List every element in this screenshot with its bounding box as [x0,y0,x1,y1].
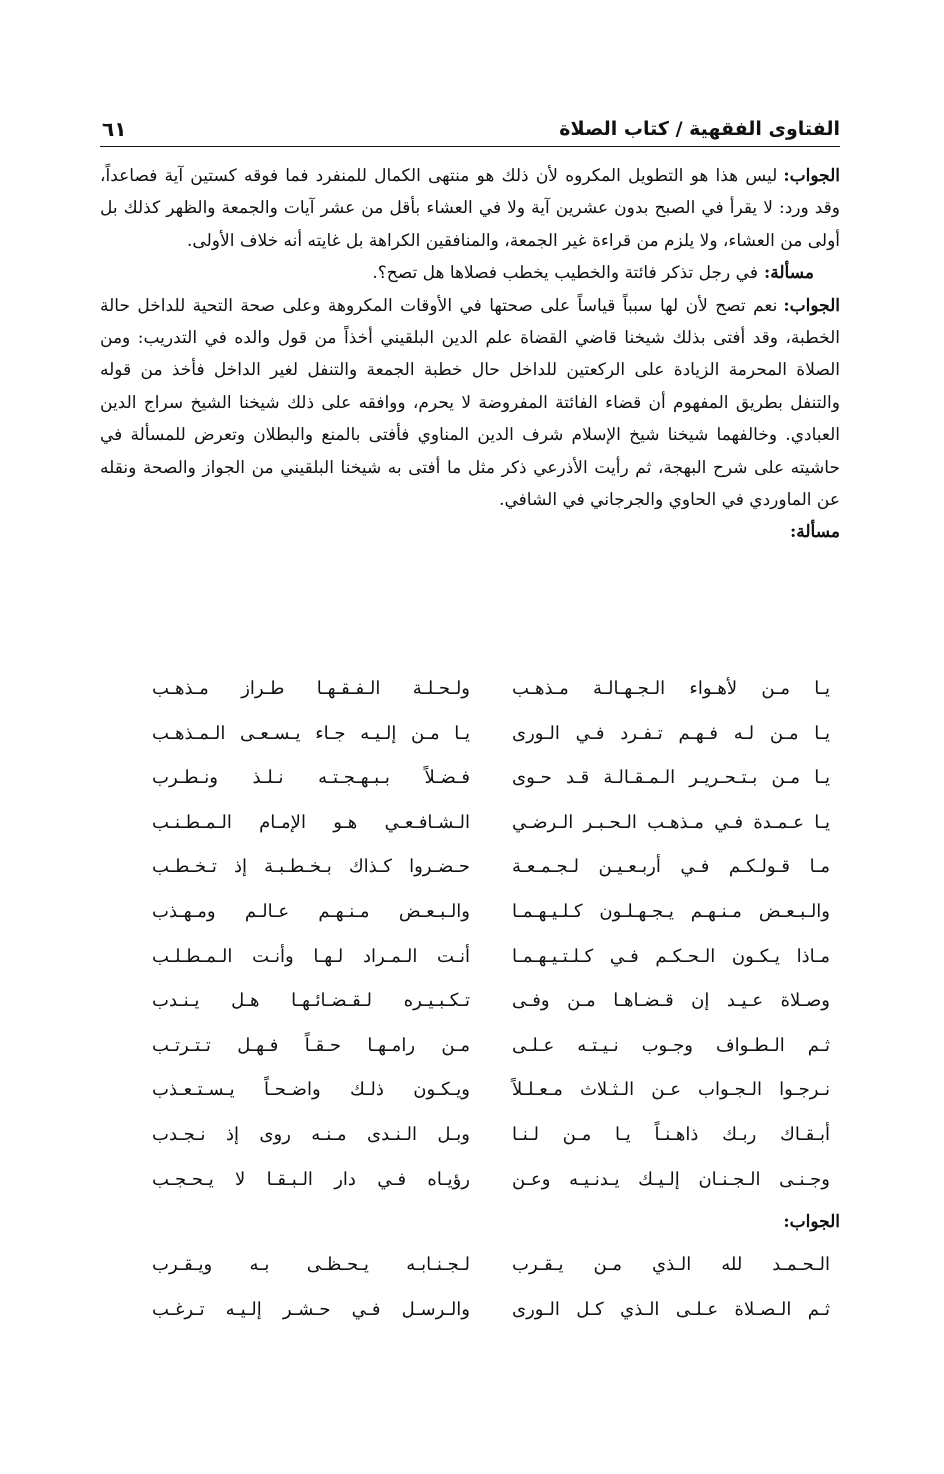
verse-line [100,1163,840,1208]
body-text [100,160,840,548]
header-rule [100,146,840,147]
verse-line [100,1293,840,1338]
first-hemistich: نـرجـوا الـجـواب عـن الـثـلاث مـعـلـلاً [512,1079,830,1101]
answer-heading: الجواب: [783,1212,840,1232]
verse-line [100,940,840,985]
second-hemistich: مـن رامـهـا حـقـاً فـهـل تـتـرتـب [152,1034,470,1056]
second-hemistich: تـكـبـيـره لـقـضـائـهـا هـل يـنـدب [152,990,470,1012]
running-header [100,114,840,148]
second-hemistich: ولـحـلـة الـفـقـهـا طـراز مـذهـب [152,678,470,699]
verse-line [100,984,840,1029]
first-hemistich: الـحـمـد لله الـذي مـن يـقـرب [512,1254,830,1275]
question-paragraph-text: في رجل تذكر فائتة والخطيب يخطب فصلاها هل تصح؟. [372,263,758,284]
verse-line [100,717,840,762]
verse-line [100,1073,840,1118]
second-hemistich: ويـكـون ذلـك واضـحـاً يـسـتـعـذب [152,1079,470,1101]
second-hemistich: وبـل الـنـدى مـنـه روى إذ نـجـدب [152,1123,470,1145]
verse-line [100,806,840,851]
second-hemistich: يـا مـن إلـيـه جـاء يـسـعـى الـمـذهـب [152,722,470,744]
first-hemistich: وجـنـى الـجـنـان إلـيـك يـدنـيـه وعـن [512,1168,830,1190]
answer-lead-label: الجواب: [783,295,840,316]
verse-line [100,1029,840,1074]
verse-line [100,895,840,940]
verse-line [100,672,840,717]
first-hemistich: يـا عـمـدة فـي مـذهـب الـحـبـر الـرضـي [512,811,830,833]
first-hemistich: مـا قـولـكـم فـي أربـعـيـن لـجـمـعـة [512,856,830,878]
first-hemistich: يـا مـن لأهـواء الـجـهـالـة مـذهـب [512,678,830,699]
question-paragraph [100,257,840,289]
first-hemistich: يـا مـن لـه فـهـم تـفـرد فـي الـورى [512,722,830,744]
second-hemistich: لـجـنـابـه يـحـظـى بـه ويـقـرب [152,1254,470,1275]
second-hemistich: الـشـافـعـي هـو الإمـام الـمـطـنـب [152,811,470,833]
verse-line [100,1248,840,1293]
answer-paragraph-1 [100,160,840,257]
first-hemistich: مـاذا يـكـون الـحـكـم فـي كـلـتـيـهـمـا [512,945,830,967]
answer-lead-label: الجواب: [783,166,840,186]
second-hemistich: حـضـروا كـذاك بـخـطـبـة إذ تـخـطـب [152,856,470,878]
first-hemistich: يـا مـن بـتـحـريـر الـمـقـالـة قـد حـوى [512,767,830,789]
second-hemistich: فـضـلاً بـبـهـجـتـه نـلـذ ونـطـرب [152,767,470,789]
answer-paragraph-1-text: ليس هذا هو التطويل المكروه لأن ذلك هو منتهى الكمال للمنفرد فما فوقه كستين آية فصاعداً، وقد ورد: لا يقرأ في الصبح بدون عشرين آية ولا في العشاء بأقل من عشر آيات والجمعة والظهر كذلك بل أولى من العشاء، ولا يلزم من قراءة غير الجمعة، والمنافقين الكراهة بل غايته أنه خلاف الأولى. [100,166,840,251]
second-hemistich: والـبـعـض مـنـهـم عـالـم ومـهـذب [152,900,470,922]
verse-line [100,850,840,895]
first-hemistich: أبـقـاك ربـك ذاهـنـاً يـا مـن لـنـا [512,1123,830,1145]
answer-paragraph-2-text: نعم تصح لأن لها سبباً قياساً على صحتها في الأوقات المكروهة وعلى صحة التحية للداخل حالة الخطبة، وقد أفتى بذلك شيخنا قاضي القضاة علم الدين البلقيني أخذاً من قول والده في التدريب: ومن الصلاة المحرمة الزيادة على الركعتين للداخل حال خطبة الجمعة والتنفل لغير الداخل فأخذ من قوله والتنفل بطريق المفهوم أن قضاء الفائتة المفروضة لا يحرم، ووافقه على ذلك شيخنا الشيخ سراج الدين العبادي. وخالفهما شيخنا شيخ الإسلام شرف الدين المناوي فأفتى بالمنع والبطلان وتعرض للمسألة في حاشيته على شرح البهجة، ثم رأيت الأذرعي ذكر مثل ما أفتى به شيخنا البلقيني من الجواز والصحة ونقله عن الماوردي في الحاوي والجرجاني في الشافي. [100,295,840,511]
verse-line [100,1118,840,1163]
first-hemistich: ثـم الـصـلاة عـلـى الـذي كـل الـورى [512,1299,830,1320]
page-number: ٦١ [102,117,127,141]
first-hemistich: وصـلاة عـيـد إن قـضـاهـا مـن وفـى [512,990,830,1012]
question-lead-label: مسألة: [763,263,814,284]
question-poem [100,672,840,1207]
second-hemistich: رؤيـاه فـي دار الـبـقـا لا يـحـجـب [152,1168,470,1190]
answer-poem [100,1248,840,1338]
second-hemistich: أنـت الـمـراد لـهـا وأنـت الـمـطـلـب [152,945,470,967]
first-hemistich: والـبـعـض مـنـهـم يـجـهـلـون كـلـيـهـمـا [512,900,830,922]
second-hemistich: والـرسـل فـي حـشـر إلـيـه تـرغـب [152,1299,470,1320]
verse-line [100,761,840,806]
answer-paragraph-2 [100,290,840,517]
header-title: الفتاوى الفقهية / كتاب الصلاة [559,118,840,140]
poem-heading: مسألة: [789,522,840,543]
first-hemistich: ثـم الـطـواف وجـوب نـيـتـه عـلـى [512,1034,830,1056]
